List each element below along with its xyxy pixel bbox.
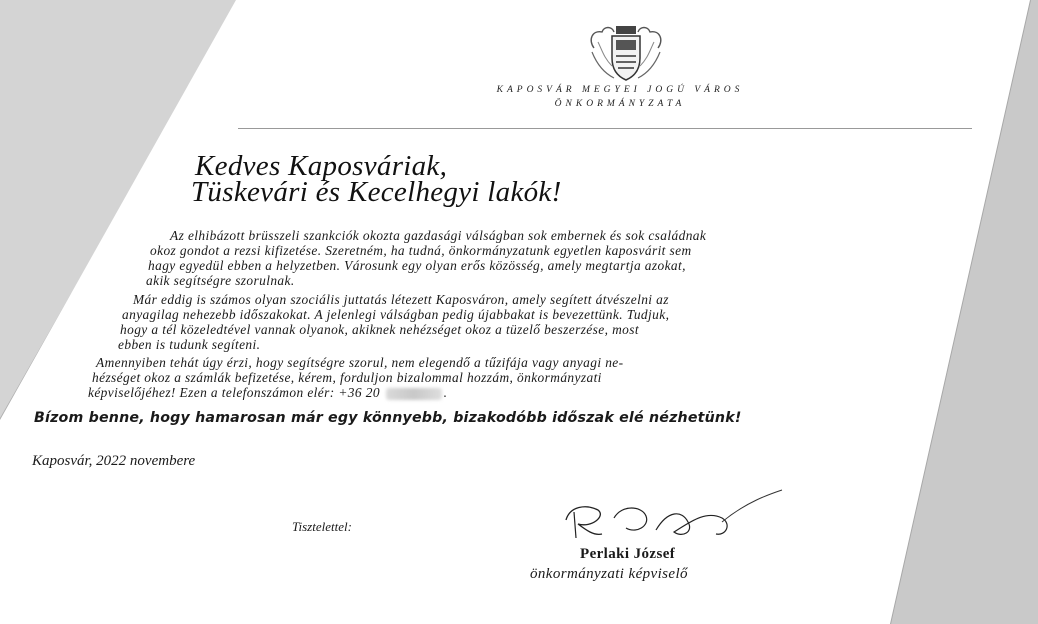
paragraph-line: anyagilag nehezebb időszakokat. A jelenlegi válságban pedig újabbakat is bevezettünk. Tudjuk, xyxy=(122,307,670,322)
paragraph-line: hézséget okoz a számlák befizetése, kérem, forduljon bizalommal hozzám, önkormányzati xyxy=(92,370,602,385)
phone-line-end: . xyxy=(443,385,448,400)
greeting-line2: Tüskevári és Kecelhegyi lakók! xyxy=(191,176,562,208)
phone-line-text: képviselőjéhez! Ezen a telefonszámon elér: +36 20 xyxy=(88,385,380,400)
greeting-line1: Kedves Kaposváriak, xyxy=(195,150,448,182)
paragraph-line: ebben is tudunk segíteni. xyxy=(118,337,261,352)
phone-line xyxy=(88,385,447,401)
handwritten-signature xyxy=(556,488,786,550)
org-name-line1: KAPOSVÁR MEGYEI JOGÚ VÁROS xyxy=(496,85,744,95)
closing-salutation: Tisztelettel: xyxy=(292,519,352,534)
paragraph-line: hogy a tél közeledtével vannak olyanok, akiknek nehézséget okoz a tüzelő beszerzése, most xyxy=(120,322,639,337)
paragraph-line: Amennyiben tehát úgy érzi, hogy segítségre szorul, nem elegendő a tűzifája vagy anyagi ne- xyxy=(96,355,624,370)
paragraph-line: akik segítségre szorulnak. xyxy=(146,273,295,288)
header-divider xyxy=(238,128,972,129)
paragraph-line: okoz gondot a rezsi kifizetése. Szeretném, ha tudná, önkormányzatunk egyetlen kaposvárit sem xyxy=(150,243,692,258)
coat-of-arms-icon xyxy=(586,22,666,84)
signer-title: önkormányzati képviselő xyxy=(530,566,688,582)
date-line: Kaposvár, 2022 novembere xyxy=(32,453,196,469)
paragraph-line: hagy egyedül ebben a helyzetben. Városunk egy olyan erős közösség, amely megtartja azokat, xyxy=(148,258,686,273)
paragraph-line: Már eddig is számos olyan szociális juttatás létezett Kaposváron, amely segített átvészelni az xyxy=(133,292,669,307)
emphasis-sentence: Bízom benne, hogy hamarosan már egy könnyebb, bizakodóbb időszak elé nézhetünk! xyxy=(34,410,742,426)
org-name-line2: ÖNKORMÁNYZATA xyxy=(554,99,686,109)
redacted-phone-number xyxy=(386,388,442,400)
paragraph-line: Az elhibázott brüsszeli szankciók okozta gazdasági válságban sok embernek és sok családnak xyxy=(170,228,707,243)
signer-name: Perlaki József xyxy=(580,546,676,562)
